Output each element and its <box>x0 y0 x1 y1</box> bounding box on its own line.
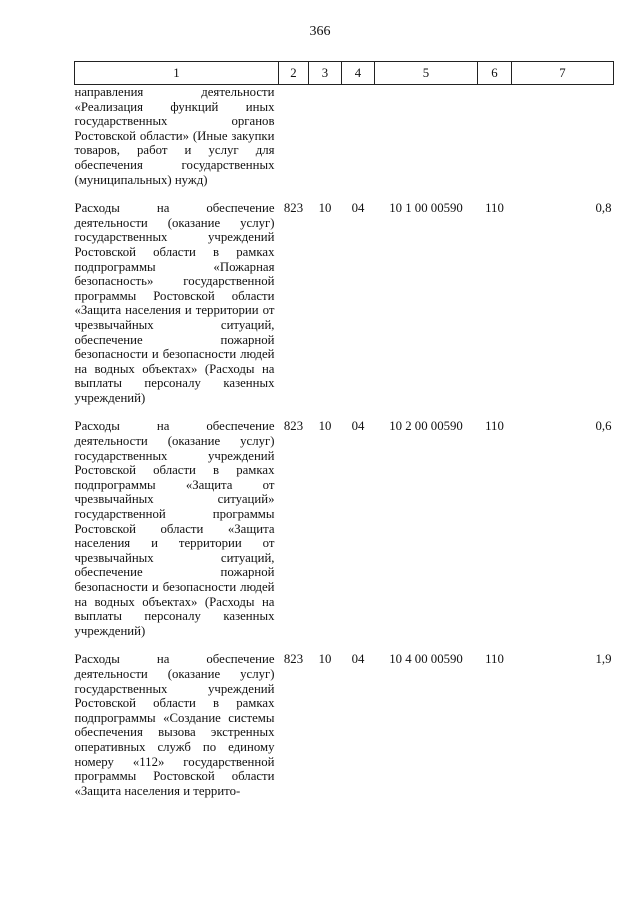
row-code: 823 <box>283 419 304 434</box>
row-section: 10 <box>318 652 332 667</box>
table-row <box>75 85 614 202</box>
column-header-7: 7 <box>512 62 614 85</box>
row-type: 110 <box>485 652 504 667</box>
row-code <box>279 85 309 202</box>
row-description: Расходы на обеспечение деятельности (оказание услуг) государственных учреждений Ростовской области в рамках подпрограммы «Пожарная безопасность» государственной программы Ростовской области «Защита населения и территории от чрезвычайных ситуаций, обеспечение пожарной безопасности и безопасности людей на водных объектах» (Расходы на выплаты персоналу казенных учреждений) <box>74 201 275 405</box>
row-type <box>478 85 512 202</box>
row-type: 110 <box>485 419 504 434</box>
column-header-3: 3 <box>309 62 342 85</box>
budget-table <box>74 61 614 798</box>
row-section: 10 <box>318 201 332 216</box>
row-subsection: 04 <box>351 201 365 216</box>
row-code: 823 <box>283 201 304 216</box>
column-header-6: 6 <box>478 62 512 85</box>
row-subsection: 04 <box>351 419 365 434</box>
row-target <box>375 85 478 202</box>
table-row <box>75 652 614 798</box>
row-subsection <box>342 85 375 202</box>
row-subsection: 04 <box>351 652 365 667</box>
table-row <box>75 419 614 652</box>
row-code: 823 <box>283 652 304 667</box>
column-header-4: 4 <box>342 62 375 85</box>
table-row <box>75 201 614 419</box>
column-header-2: 2 <box>279 62 309 85</box>
column-header-1: 1 <box>75 62 279 85</box>
row-amount: 0,6 <box>595 419 612 434</box>
row-description: направления деятельности «Реализация функций иных государственных органов Ростовской области» (Иные закупки товаров, работ и услуг для обеспечения государственных (муниципальных) нужд) <box>74 85 275 187</box>
row-amount <box>512 85 614 202</box>
page-number: 366 <box>309 24 331 39</box>
row-target: 10 1 00 00590 <box>389 201 463 216</box>
row-target: 10 2 00 00590 <box>389 419 463 434</box>
row-amount: 1,9 <box>595 652 612 667</box>
row-type: 110 <box>485 201 504 216</box>
row-section <box>309 85 342 202</box>
row-section: 10 <box>318 419 332 434</box>
header-row <box>75 62 614 85</box>
row-description: Расходы на обеспечение деятельности (оказание услуг) государственных учреждений Ростовской области в рамках подпрограммы «Защита от чрезвычайных ситуаций» государственной программы Ростовской области «Защита населения и территории от чрезвычайных ситуаций, обеспечение пожарной безопасности и безопасности людей на водных объектах» (Расходы на выплаты персоналу казенных учреждений) <box>74 419 275 638</box>
row-amount: 0,8 <box>595 201 612 216</box>
column-header-5: 5 <box>375 62 478 85</box>
row-description: Расходы на обеспечение деятельности (оказание услуг) государственных учреждений Ростовской области в рамках подпрограммы «Создание системы обеспечения вызова экстренных оперативных служб по единому номеру «112» государственной программы Ростовской области «Защита населения и террито- <box>74 652 275 798</box>
row-target: 10 4 00 00590 <box>389 652 463 667</box>
